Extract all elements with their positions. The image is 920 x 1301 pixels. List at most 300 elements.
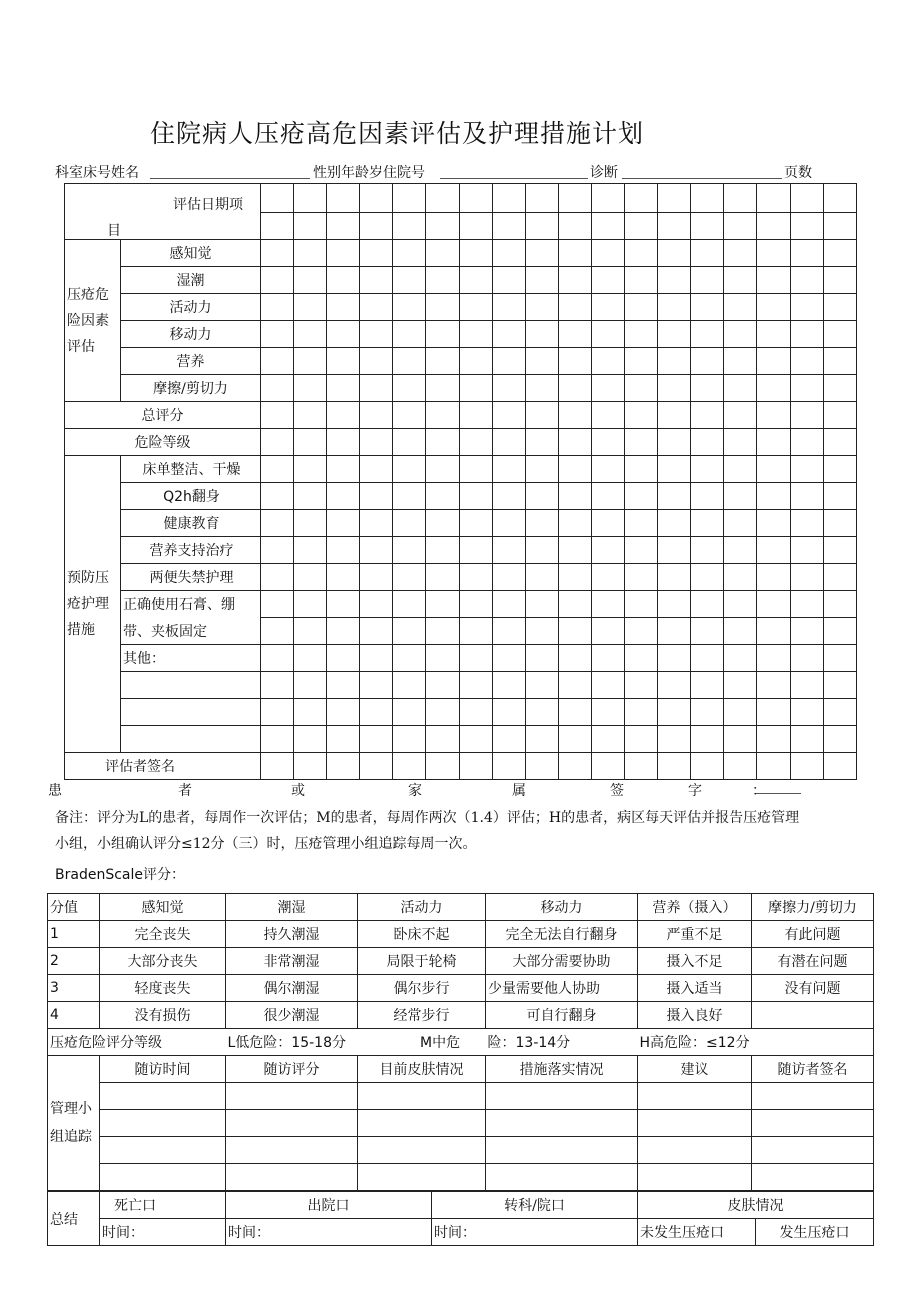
entry-cell[interactable]	[724, 429, 757, 456]
entry-cell[interactable]	[625, 402, 658, 429]
diagnosis-field[interactable]	[622, 164, 782, 179]
transfer-option[interactable]: 转科/院口	[432, 1192, 638, 1219]
entry-cell[interactable]	[591, 591, 624, 618]
entry-cell[interactable]	[327, 483, 360, 510]
entry-cell[interactable]	[790, 537, 823, 564]
entry-cell[interactable]	[823, 267, 856, 294]
entry-cell[interactable]	[459, 726, 492, 753]
entry-cell[interactable]	[757, 564, 790, 591]
entry-cell[interactable]	[558, 510, 591, 537]
entry-cell[interactable]	[724, 699, 757, 726]
entry-cell[interactable]	[360, 240, 393, 267]
entry-cell[interactable]	[459, 645, 492, 672]
entry-cell[interactable]	[823, 672, 856, 699]
entry-cell[interactable]	[261, 618, 294, 645]
entry-cell[interactable]	[426, 564, 459, 591]
entry-cell[interactable]	[459, 537, 492, 564]
tracking-cell[interactable]	[638, 1110, 752, 1137]
entry-cell[interactable]	[327, 699, 360, 726]
entry-cell[interactable]	[525, 564, 558, 591]
date-cell[interactable]	[360, 184, 393, 213]
entry-cell[interactable]	[327, 240, 360, 267]
entry-cell[interactable]	[525, 321, 558, 348]
entry-cell[interactable]	[360, 537, 393, 564]
entry-cell[interactable]	[790, 348, 823, 375]
entry-cell[interactable]	[261, 564, 294, 591]
entry-cell[interactable]	[360, 726, 393, 753]
entry-cell[interactable]	[790, 294, 823, 321]
discharge-option[interactable]: 出院口	[226, 1192, 432, 1219]
entry-cell[interactable]	[360, 618, 393, 645]
entry-cell[interactable]	[724, 267, 757, 294]
entry-cell[interactable]	[393, 699, 426, 726]
entry-cell[interactable]	[558, 537, 591, 564]
entry-cell[interactable]	[360, 645, 393, 672]
entry-cell[interactable]	[558, 618, 591, 645]
ulcer-option[interactable]: 发生压疮口	[756, 1219, 874, 1246]
prevent-other-cell[interactable]	[121, 699, 261, 726]
entry-cell[interactable]	[426, 537, 459, 564]
entry-cell[interactable]	[294, 699, 327, 726]
entry-cell[interactable]	[790, 483, 823, 510]
entry-cell[interactable]	[823, 348, 856, 375]
entry-cell[interactable]	[525, 348, 558, 375]
entry-cell[interactable]	[261, 402, 294, 429]
entry-cell[interactable]	[591, 726, 624, 753]
entry-cell[interactable]	[591, 510, 624, 537]
entry-cell[interactable]	[724, 753, 757, 780]
entry-cell[interactable]	[492, 564, 525, 591]
entry-cell[interactable]	[558, 375, 591, 402]
entry-cell[interactable]	[823, 321, 856, 348]
entry-cell[interactable]	[492, 321, 525, 348]
entry-cell[interactable]	[658, 294, 691, 321]
entry-cell[interactable]	[724, 240, 757, 267]
entry-cell[interactable]	[294, 456, 327, 483]
tracking-cell[interactable]	[752, 1137, 874, 1164]
entry-cell[interactable]	[658, 375, 691, 402]
entry-cell[interactable]	[327, 429, 360, 456]
tracking-cell[interactable]	[358, 1137, 486, 1164]
entry-cell[interactable]	[790, 645, 823, 672]
entry-cell[interactable]	[393, 375, 426, 402]
date-cell[interactable]	[790, 213, 823, 240]
entry-cell[interactable]	[492, 645, 525, 672]
entry-cell[interactable]	[691, 321, 724, 348]
entry-cell[interactable]	[327, 726, 360, 753]
entry-cell[interactable]	[294, 348, 327, 375]
entry-cell[interactable]	[426, 321, 459, 348]
entry-cell[interactable]	[790, 753, 823, 780]
tracking-cell[interactable]	[358, 1110, 486, 1137]
entry-cell[interactable]	[790, 672, 823, 699]
entry-cell[interactable]	[492, 294, 525, 321]
entry-cell[interactable]	[823, 402, 856, 429]
entry-cell[interactable]	[426, 591, 459, 618]
entry-cell[interactable]	[360, 483, 393, 510]
tracking-cell[interactable]	[486, 1083, 638, 1110]
entry-cell[interactable]	[426, 753, 459, 780]
entry-cell[interactable]	[691, 591, 724, 618]
entry-cell[interactable]	[558, 591, 591, 618]
entry-cell[interactable]	[492, 402, 525, 429]
entry-cell[interactable]	[459, 429, 492, 456]
entry-cell[interactable]	[591, 402, 624, 429]
entry-cell[interactable]	[294, 753, 327, 780]
entry-cell[interactable]	[492, 591, 525, 618]
entry-cell[interactable]	[691, 726, 724, 753]
entry-cell[interactable]	[426, 510, 459, 537]
entry-cell[interactable]	[327, 294, 360, 321]
entry-cell[interactable]	[625, 375, 658, 402]
entry-cell[interactable]	[691, 537, 724, 564]
entry-cell[interactable]	[525, 537, 558, 564]
tracking-cell[interactable]	[226, 1137, 358, 1164]
tracking-cell[interactable]	[100, 1083, 226, 1110]
date-cell[interactable]	[691, 213, 724, 240]
entry-cell[interactable]	[525, 618, 558, 645]
entry-cell[interactable]	[790, 456, 823, 483]
entry-cell[interactable]	[492, 537, 525, 564]
entry-cell[interactable]	[724, 321, 757, 348]
tracking-cell[interactable]	[752, 1110, 874, 1137]
entry-cell[interactable]	[261, 348, 294, 375]
date-cell[interactable]	[691, 184, 724, 213]
entry-cell[interactable]	[261, 510, 294, 537]
entry-cell[interactable]	[294, 564, 327, 591]
entry-cell[interactable]	[757, 375, 790, 402]
entry-cell[interactable]	[591, 429, 624, 456]
entry-cell[interactable]	[492, 429, 525, 456]
entry-cell[interactable]	[459, 456, 492, 483]
death-time[interactable]: 时间：	[100, 1219, 226, 1246]
entry-cell[interactable]	[327, 645, 360, 672]
date-cell[interactable]	[823, 184, 856, 213]
entry-cell[interactable]	[724, 564, 757, 591]
prevent-other-cell[interactable]	[121, 726, 261, 753]
entry-cell[interactable]	[625, 618, 658, 645]
date-cell[interactable]	[724, 213, 757, 240]
entry-cell[interactable]	[757, 753, 790, 780]
date-cell[interactable]	[426, 184, 459, 213]
entry-cell[interactable]	[558, 294, 591, 321]
entry-cell[interactable]	[393, 564, 426, 591]
date-cell[interactable]	[294, 184, 327, 213]
date-cell[interactable]	[393, 184, 426, 213]
transfer-time[interactable]: 时间：	[432, 1219, 638, 1246]
entry-cell[interactable]	[525, 483, 558, 510]
entry-cell[interactable]	[625, 240, 658, 267]
entry-cell[interactable]	[327, 267, 360, 294]
entry-cell[interactable]	[558, 429, 591, 456]
entry-cell[interactable]	[393, 591, 426, 618]
entry-cell[interactable]	[591, 240, 624, 267]
entry-cell[interactable]	[625, 456, 658, 483]
entry-cell[interactable]	[724, 402, 757, 429]
entry-cell[interactable]	[790, 402, 823, 429]
tracking-cell[interactable]	[752, 1164, 874, 1191]
entry-cell[interactable]	[625, 672, 658, 699]
entry-cell[interactable]	[724, 348, 757, 375]
entry-cell[interactable]	[790, 726, 823, 753]
entry-cell[interactable]	[492, 753, 525, 780]
entry-cell[interactable]	[757, 672, 790, 699]
entry-cell[interactable]	[525, 294, 558, 321]
entry-cell[interactable]	[525, 591, 558, 618]
entry-cell[interactable]	[658, 591, 691, 618]
entry-cell[interactable]	[327, 456, 360, 483]
entry-cell[interactable]	[327, 591, 360, 618]
entry-cell[interactable]	[790, 591, 823, 618]
entry-cell[interactable]	[426, 456, 459, 483]
entry-cell[interactable]	[724, 483, 757, 510]
entry-cell[interactable]	[294, 483, 327, 510]
entry-cell[interactable]	[327, 375, 360, 402]
entry-cell[interactable]	[393, 672, 426, 699]
entry-cell[interactable]	[823, 591, 856, 618]
entry-cell[interactable]	[558, 267, 591, 294]
entry-cell[interactable]	[591, 375, 624, 402]
entry-cell[interactable]	[558, 564, 591, 591]
entry-cell[interactable]	[327, 564, 360, 591]
entry-cell[interactable]	[426, 483, 459, 510]
entry-cell[interactable]	[294, 672, 327, 699]
entry-cell[interactable]	[459, 753, 492, 780]
entry-cell[interactable]	[459, 321, 492, 348]
entry-cell[interactable]	[459, 402, 492, 429]
tracking-cell[interactable]	[358, 1164, 486, 1191]
entry-cell[interactable]	[691, 456, 724, 483]
entry-cell[interactable]	[459, 348, 492, 375]
tracking-cell[interactable]	[358, 1083, 486, 1110]
entry-cell[interactable]	[327, 348, 360, 375]
tracking-cell[interactable]	[638, 1083, 752, 1110]
entry-cell[interactable]	[261, 726, 294, 753]
entry-cell[interactable]	[658, 321, 691, 348]
entry-cell[interactable]	[393, 726, 426, 753]
entry-cell[interactable]	[360, 429, 393, 456]
entry-cell[interactable]	[360, 672, 393, 699]
entry-cell[interactable]	[591, 618, 624, 645]
entry-cell[interactable]	[393, 753, 426, 780]
entry-cell[interactable]	[261, 456, 294, 483]
tracking-cell[interactable]	[226, 1164, 358, 1191]
entry-cell[interactable]	[459, 267, 492, 294]
entry-cell[interactable]	[393, 240, 426, 267]
entry-cell[interactable]	[591, 564, 624, 591]
entry-cell[interactable]	[691, 510, 724, 537]
entry-cell[interactable]	[360, 510, 393, 537]
date-cell[interactable]	[492, 213, 525, 240]
entry-cell[interactable]	[724, 456, 757, 483]
entry-cell[interactable]	[525, 402, 558, 429]
entry-cell[interactable]	[658, 348, 691, 375]
entry-cell[interactable]	[426, 267, 459, 294]
entry-cell[interactable]	[261, 321, 294, 348]
entry-cell[interactable]	[691, 240, 724, 267]
entry-cell[interactable]	[823, 456, 856, 483]
entry-cell[interactable]	[426, 726, 459, 753]
date-cell[interactable]	[360, 213, 393, 240]
entry-cell[interactable]	[724, 537, 757, 564]
entry-cell[interactable]	[591, 645, 624, 672]
entry-cell[interactable]	[261, 672, 294, 699]
entry-cell[interactable]	[360, 402, 393, 429]
entry-cell[interactable]	[459, 375, 492, 402]
entry-cell[interactable]	[757, 294, 790, 321]
entry-cell[interactable]	[757, 483, 790, 510]
entry-cell[interactable]	[558, 240, 591, 267]
entry-cell[interactable]	[492, 240, 525, 267]
tracking-cell[interactable]	[100, 1137, 226, 1164]
date-cell[interactable]	[757, 213, 790, 240]
entry-cell[interactable]	[393, 618, 426, 645]
entry-cell[interactable]	[591, 672, 624, 699]
entry-cell[interactable]	[261, 753, 294, 780]
entry-cell[interactable]	[426, 294, 459, 321]
date-cell[interactable]	[658, 184, 691, 213]
entry-cell[interactable]	[459, 672, 492, 699]
entry-cell[interactable]	[823, 510, 856, 537]
entry-cell[interactable]	[625, 348, 658, 375]
entry-cell[interactable]	[558, 402, 591, 429]
entry-cell[interactable]	[525, 699, 558, 726]
entry-cell[interactable]	[294, 267, 327, 294]
entry-cell[interactable]	[790, 564, 823, 591]
date-cell[interactable]	[459, 213, 492, 240]
entry-cell[interactable]	[360, 267, 393, 294]
entry-cell[interactable]	[591, 753, 624, 780]
admission-no-field[interactable]	[440, 164, 588, 179]
entry-cell[interactable]	[757, 321, 790, 348]
tracking-cell[interactable]	[486, 1164, 638, 1191]
entry-cell[interactable]	[426, 348, 459, 375]
entry-cell[interactable]	[724, 672, 757, 699]
entry-cell[interactable]	[393, 267, 426, 294]
date-cell[interactable]	[327, 184, 360, 213]
date-cell[interactable]	[525, 213, 558, 240]
date-cell[interactable]	[459, 184, 492, 213]
entry-cell[interactable]	[691, 699, 724, 726]
entry-cell[interactable]	[492, 348, 525, 375]
entry-cell[interactable]	[658, 267, 691, 294]
date-cell[interactable]	[625, 184, 658, 213]
entry-cell[interactable]	[724, 510, 757, 537]
entry-cell[interactable]	[658, 753, 691, 780]
entry-cell[interactable]	[294, 294, 327, 321]
date-cell[interactable]	[393, 213, 426, 240]
entry-cell[interactable]	[492, 726, 525, 753]
death-option[interactable]: 死亡口	[100, 1192, 226, 1219]
date-cell[interactable]	[591, 184, 624, 213]
entry-cell[interactable]	[658, 564, 691, 591]
entry-cell[interactable]	[426, 240, 459, 267]
entry-cell[interactable]	[823, 618, 856, 645]
entry-cell[interactable]	[691, 483, 724, 510]
tracking-cell[interactable]	[100, 1110, 226, 1137]
entry-cell[interactable]	[625, 726, 658, 753]
entry-cell[interactable]	[558, 753, 591, 780]
entry-cell[interactable]	[327, 510, 360, 537]
entry-cell[interactable]	[625, 564, 658, 591]
entry-cell[interactable]	[658, 537, 691, 564]
entry-cell[interactable]	[492, 375, 525, 402]
entry-cell[interactable]	[823, 375, 856, 402]
entry-cell[interactable]	[525, 456, 558, 483]
entry-cell[interactable]	[625, 699, 658, 726]
entry-cell[interactable]	[724, 645, 757, 672]
entry-cell[interactable]	[757, 456, 790, 483]
entry-cell[interactable]	[426, 402, 459, 429]
tracking-cell[interactable]	[638, 1137, 752, 1164]
entry-cell[interactable]	[591, 348, 624, 375]
entry-cell[interactable]	[691, 429, 724, 456]
entry-cell[interactable]	[757, 348, 790, 375]
entry-cell[interactable]	[492, 456, 525, 483]
entry-cell[interactable]	[327, 618, 360, 645]
entry-cell[interactable]	[294, 591, 327, 618]
entry-cell[interactable]	[658, 240, 691, 267]
entry-cell[interactable]	[459, 699, 492, 726]
tracking-cell[interactable]	[100, 1164, 226, 1191]
entry-cell[interactable]	[691, 672, 724, 699]
entry-cell[interactable]	[591, 321, 624, 348]
entry-cell[interactable]	[691, 618, 724, 645]
entry-cell[interactable]	[294, 510, 327, 537]
entry-cell[interactable]	[525, 510, 558, 537]
entry-cell[interactable]	[757, 267, 790, 294]
entry-cell[interactable]	[757, 429, 790, 456]
entry-cell[interactable]	[757, 240, 790, 267]
entry-cell[interactable]	[823, 429, 856, 456]
entry-cell[interactable]	[327, 402, 360, 429]
entry-cell[interactable]	[327, 537, 360, 564]
entry-cell[interactable]	[525, 753, 558, 780]
entry-cell[interactable]	[790, 429, 823, 456]
date-cell[interactable]	[294, 213, 327, 240]
entry-cell[interactable]	[525, 429, 558, 456]
entry-cell[interactable]	[823, 294, 856, 321]
entry-cell[interactable]	[691, 294, 724, 321]
entry-cell[interactable]	[294, 429, 327, 456]
no-ulcer-option[interactable]: 未发生压疮口	[638, 1219, 756, 1246]
entry-cell[interactable]	[691, 753, 724, 780]
entry-cell[interactable]	[261, 267, 294, 294]
entry-cell[interactable]	[393, 456, 426, 483]
entry-cell[interactable]	[757, 618, 790, 645]
entry-cell[interactable]	[393, 402, 426, 429]
entry-cell[interactable]	[492, 267, 525, 294]
entry-cell[interactable]	[625, 753, 658, 780]
prevent-other-cell[interactable]	[121, 672, 261, 699]
name-field[interactable]	[150, 164, 310, 179]
entry-cell[interactable]	[625, 321, 658, 348]
entry-cell[interactable]	[757, 510, 790, 537]
entry-cell[interactable]	[790, 699, 823, 726]
entry-cell[interactable]	[525, 645, 558, 672]
date-cell[interactable]	[261, 213, 294, 240]
tracking-cell[interactable]	[226, 1083, 358, 1110]
entry-cell[interactable]	[790, 240, 823, 267]
entry-cell[interactable]	[691, 348, 724, 375]
date-cell[interactable]	[492, 184, 525, 213]
entry-cell[interactable]	[790, 375, 823, 402]
entry-cell[interactable]	[294, 321, 327, 348]
entry-cell[interactable]	[492, 510, 525, 537]
entry-cell[interactable]	[724, 618, 757, 645]
entry-cell[interactable]	[591, 699, 624, 726]
date-cell[interactable]	[658, 213, 691, 240]
